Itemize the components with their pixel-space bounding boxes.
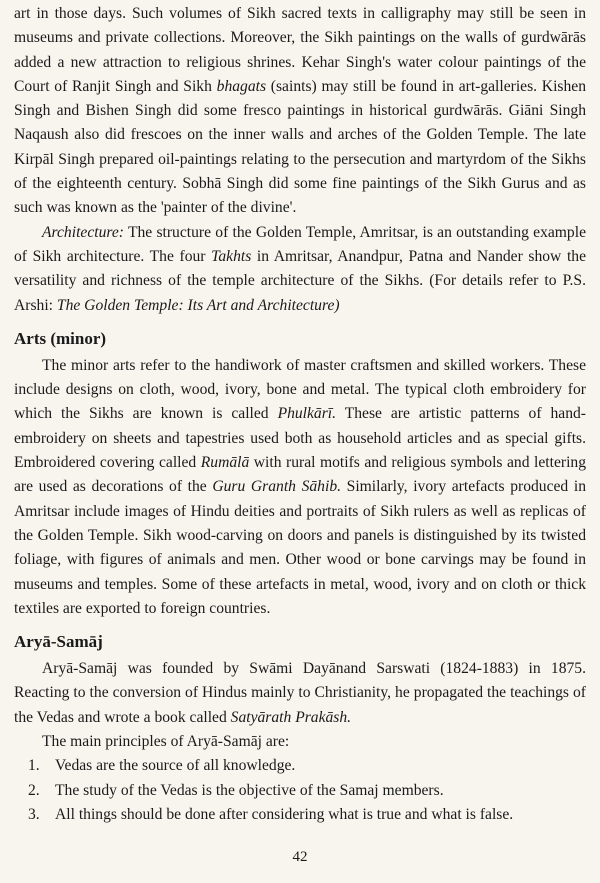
italic-term: Satyārath Prakāsh.	[230, 708, 352, 726]
list-item	[28, 803, 586, 827]
text-run: Aryā-Samāj was founded by Swāmi Dayānand Sarswati (1824-1883) in 1875. Reacting to the conversion of Hindus mainly to Christianity, he propagated the teachings of the Vedas and wrote a book called	[14, 660, 586, 726]
italic-term: Takhts	[211, 247, 252, 265]
list-number: 2.	[28, 781, 40, 799]
paragraph-architecture	[14, 221, 586, 318]
principles-intro: The main principles of Aryā-Samāj are:	[42, 733, 290, 751]
text-run: Similarly, ivory artefacts produced in Amritsar include images of Hindu deities and portraits of Sikh rulers as well as replicas of the Golden Temple. Sikh wood-carving on doors and panels is distinguished by its twisted foliage, with figures of animals and men. Other wood or bone carvings may be found in museums and temples. Some of these artefacts in metal, wood, ivory and on cloth or thick textiles are exported to foreign countries.	[14, 478, 586, 617]
italic-term: Rumālā	[200, 454, 250, 472]
list-number: 1.	[28, 757, 40, 775]
italic-term: bhagats	[216, 77, 267, 95]
page-number: 42	[292, 849, 308, 865]
heading-arts-minor: Arts (minor)	[14, 328, 107, 348]
italic-term: Guru Granth Sāhib.	[212, 478, 342, 496]
paragraph-sikh-paintings	[14, 2, 586, 221]
list-text: The study of the Vedas is the objective of the Samaj members.	[55, 781, 444, 799]
architecture-label: Architecture:	[42, 223, 124, 241]
book-title: The Golden Temple: Its Art and Architecture)	[56, 296, 340, 314]
section-sikh-art	[14, 2, 586, 318]
list-text: All things should be done after considering what is true and what is false.	[55, 805, 514, 823]
text-run: These are artistic patterns of hand-embroidery on sheets and tapestries used both as household articles and as special gifts. Embroidered covering called	[14, 405, 586, 472]
list-item	[28, 779, 586, 803]
paragraph-minor-arts	[14, 354, 586, 621]
text-run: in Amritsar, Anandpur, Patna and Nander show the versatility and richness of the temple architecture of the Sikhs. (For details refer to P.S. Arshi:	[14, 247, 586, 314]
principles-list	[14, 754, 586, 827]
section-arya-samaj	[14, 657, 586, 827]
italic-term: Phulkārī.	[277, 405, 337, 423]
text-run: (saints) may still be found in art-galleries. Kishen Singh and Bishen Singh did some fresco paintings in historical gurdwārās. Giāni Singh Naqaush also did frescoes on the inner walls and arches of the Golden Temple. The late Kirpāl Singh prepared oil-paintings relating to the persecution and martyrdom of the Sikhs of the eighteenth century. Sobhā Singh did some fine paintings of the Sikh Gurus and as such was known as the 'painter of the divine'.	[14, 77, 586, 217]
list-text: Vedas are the source of all knowledge.	[55, 757, 296, 775]
paragraph-arya-samaj	[14, 657, 586, 730]
list-item	[28, 754, 586, 778]
section-arts-minor	[14, 354, 586, 621]
text-run: with rural motifs and religious symbols and lettering are used as decorations of the	[14, 454, 586, 496]
list-number: 3.	[28, 805, 40, 823]
heading-arya-samaj: Aryā-Samāj	[14, 632, 103, 652]
text-run: art in those days. Such volumes of Sikh sacred texts in calligraphy may still be seen in museums and private collections. Moreover, the Sikh paintings on the walls of gurdwārās added a new attraction to religious shrines. Kehar Singh's water colour paintings of the Court of Ranjit Singh and Sikh	[14, 5, 586, 95]
text-run: The minor arts refer to the handiwork of master craftsmen and skilled workers. These include designs on cloth, wood, ivory, bone and metal. The typical cloth embroidery for which the Sikhs are known is called	[14, 356, 586, 423]
text-run: The structure of the Golden Temple, Amritsar, is an outstanding example of Sikh architecture. The four	[14, 223, 586, 265]
